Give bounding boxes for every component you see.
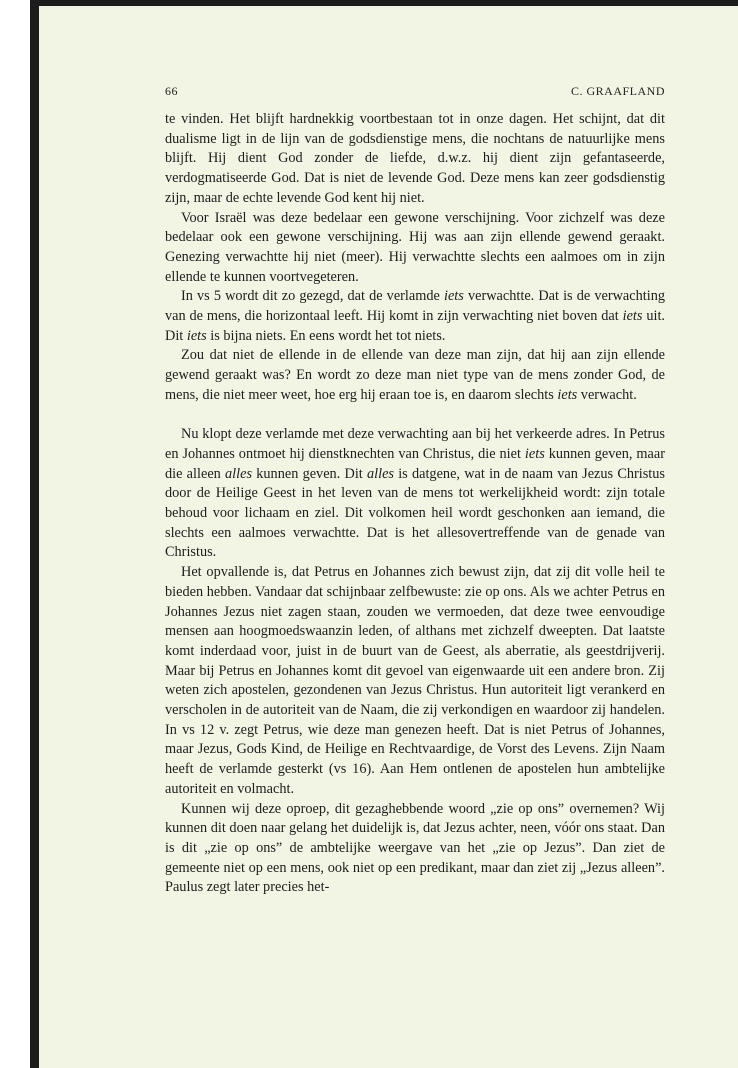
italic-term: iets [524, 445, 545, 462]
text-run: verwacht. [577, 386, 637, 403]
running-author: C. GRAAFLAND [570, 84, 665, 98]
paragraph-4 [165, 346, 665, 405]
scan-border-left [30, 0, 39, 1068]
text-run: is datgene, wat in de naam van Jezus Christus door de Heilige Geest in het leven van de mens tot werkelijkheid wordt: zijn totale behoud voor lichaam en ziel. Dit volkomen heil wordt geschonken aan iemand, die slechts een aalmoes verwachtte. Dat is het allesovertreffende van de genade van Christus. [165, 465, 665, 561]
running-header [165, 84, 665, 99]
body-text [165, 110, 665, 898]
text-run: In vs 5 wordt dit zo gezegd, dat de verlamde [181, 288, 444, 305]
text-run: te vinden. Het blijft hardnekkig voortbestaan tot in onze dagen. Het schijnt, dat dit dualisme ligt in de lijn van de godsdienstige mens, die nochtans de natuurlijke mens blijft. Hij dient God zonder de liefde, d.w.z. hij dient zijn gefantaseerde, verdogmatiseerde God. Dat is niet de levende God. Deze mens kan zeer godsdienstig zijn, maar de echte levende God kent hij niet. [165, 111, 665, 206]
text-run: Het opvallende is, dat Petrus en Johannes zich bewust zijn, dat zij dit volle heil te bieden hebben. Vandaar dat schijnbaar zelfbewuste: zie op ons. Als we achter Petrus en Johannes Jezus niet zagen staan, zouden we vermoeden, dat deze twee eenvoudige mensen aan hoogmoedswaanzin leden, of althans met zichzelf dweepten. Dat laatste komt inderdaad voor, juist in de buurt van de Geest, als aberratie, als geestdrijverij. Maar bij Petrus en Johannes komt dit gevoel van eigenwaarde uit een andere bron. Zij weten zich apostelen, gezondenen van Jezus Christus. Hun autoriteit ligt verankerd en verscholen in de autoriteit van de Naam, die zij verkondigen en waardoor zij handelen. In vs 12 v. zegt Petrus, wie deze man genezen heeft. Dat is niet Petrus of Johannes, maar Jezus, Gods Kind, de Heilige en Rechtvaardige, de Vorst des Levens. Zijn Naam heeft de verlamde gesterkt (vs 16). Aan Hem ontlenen de apostelen hun ambtelijke autoriteit en volmacht. [165, 564, 665, 797]
paragraph-2 [165, 209, 665, 288]
text-run: Nu klopt deze verlamde met deze verwachting aan bij het verkeerde adres. In Petrus en Johannes ontmoet hij dienstknechten van Christus, die niet [165, 426, 665, 462]
text-run: kunnen geven, maar die alleen [165, 445, 665, 482]
paragraph-3 [165, 287, 665, 346]
paragraph-5 [165, 425, 665, 563]
italic-term: alles [225, 465, 253, 482]
italic-term: alles [366, 465, 394, 482]
text-run: Voor Israël was deze bedelaar een gewone verschijning. Voor zichzelf was deze bedelaar ook een gewone verschijning. Hij was aan zijn ellende gewend geraakt. Genezing verwachtte hij niet (meer). Hij verwachtte slechts een aalmoes om in zijn ellende te kunnen voortvegeteren. [165, 209, 665, 285]
text-run: Zou dat niet de ellende in de ellende van deze man zijn, dat hij aan zijn ellende gewend geraakt was? En wordt zo deze man niet type van de mens zonder God, de mens, die niet meer weet, hoe erg hij eraan toe is, en daarom slechts [165, 347, 665, 403]
paragraph-7 [165, 800, 665, 899]
paragraph-6 [165, 563, 665, 799]
text-run: kunnen geven. Dit [252, 465, 367, 482]
text-run: is bijna niets. En eens wordt het tot niets. [206, 327, 446, 344]
italic-term: iets [557, 386, 578, 403]
text-run: verwachtte. Dat is de verwachting van de mens, die horizontaal leeft. Hij komt in zijn verwachting niet boven dat [165, 288, 665, 325]
italic-term: iets [186, 327, 207, 344]
paragraph-1 [165, 110, 665, 209]
page-number: 66 [165, 84, 178, 98]
italic-term: iets [443, 288, 464, 305]
text-run: uit. Dit [165, 308, 665, 344]
italic-term: iets [622, 308, 643, 325]
text-run: Kunnen wij deze oproep, dit gezaghebbende woord „zie op ons” overnemen? Wij kunnen dit doen naar gelang het duidelijk is, dat Jezus achter, neen, vóór ons staat. Dan is dit „zie op ons” de ambtelijke weergave van het „zie op Jezus”. Dan ziet de gemeente niet op een mens, ook niet op een predikant, maar dan ziet zij „Jezus alleen”. Paulus zegt later precies het- [165, 800, 665, 896]
